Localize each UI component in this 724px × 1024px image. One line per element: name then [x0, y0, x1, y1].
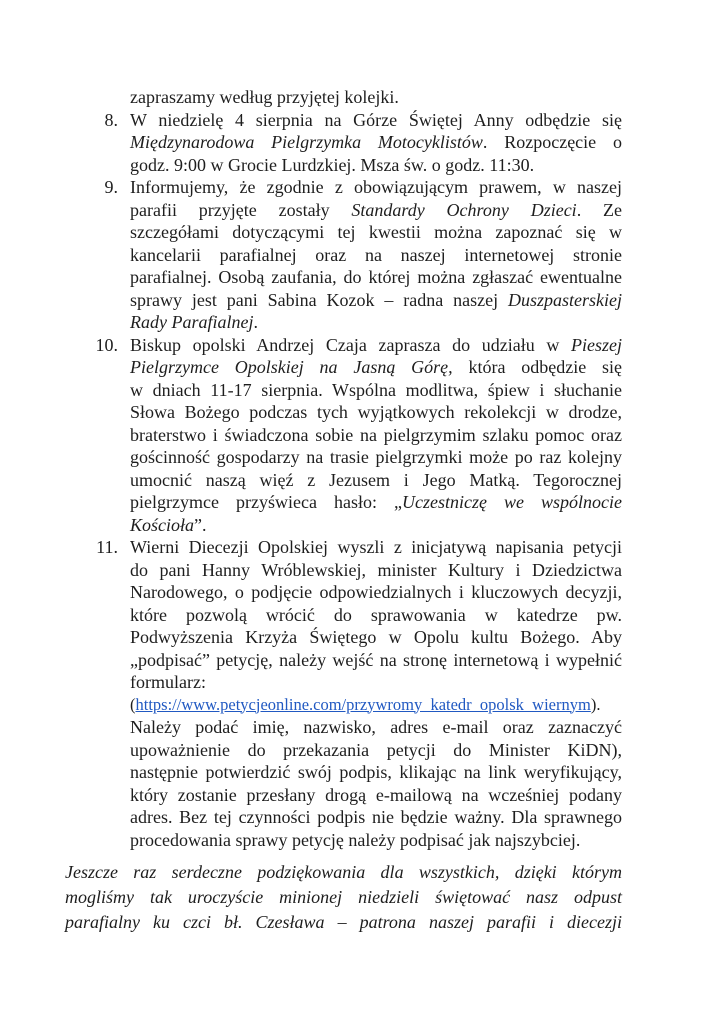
text-line [130, 716, 622, 739]
text-line [130, 581, 622, 604]
text-segment: kancelarii parafialnej oraz na naszej internetowej stronie [130, 244, 622, 265]
text-line [130, 131, 622, 154]
text-line [130, 289, 622, 312]
text-line [130, 334, 622, 357]
text-segment: następnie potwierdzić swój podpis, klikając na link weryfikujący, [130, 762, 622, 782]
text-line [130, 806, 622, 829]
text-segment: . Rozpoczęcie o [482, 132, 622, 152]
text-segment: . [253, 312, 258, 332]
text-line [130, 401, 622, 424]
text-segment: Standardy Ochrony Dzieci [351, 199, 577, 220]
text-segment: w dniach 11-17 sierpnia. Wspólna modlitwa, śpiew i słuchanie [130, 379, 622, 400]
text-segment: które pozwolą wrócić do sprawowania w katedrze pw. [130, 604, 622, 625]
text-line [130, 446, 622, 469]
text-line [65, 885, 622, 910]
text-segment: upoważnienie do przekazania petycji do Minister KiDN), [130, 739, 622, 760]
text-segment: W niedzielę 4 sierpnia na Górze Świętej Anny odbędzie się [130, 109, 622, 130]
text-segment: do pani Hanny Wróblewskiej, minister Kultury i Dziedzictwa [130, 559, 622, 580]
text-line [130, 154, 622, 177]
text-segment: ( [130, 694, 136, 714]
announcement-item-11 [65, 536, 622, 851]
text-segment: procedowania sprawy petycję należy podpisać jak najszybciej. [130, 829, 581, 850]
text-segment: umocnić naszą więź z Jezusem i Jego Matką. Tegorocznej [130, 469, 622, 490]
text-segment: Należy podać imię, nazwisko, adres e-mail oraz zaznaczyć [130, 717, 622, 737]
text-line [130, 221, 622, 244]
document-body [65, 86, 622, 935]
text-line [130, 626, 622, 649]
text-segment: Pieszej [571, 334, 622, 355]
text-line [130, 739, 622, 762]
text-segment: braterstwo i świadczona sobie na pielgrzymim szlaku pomoc oraz [130, 424, 622, 445]
text-line [130, 694, 622, 717]
text-line [130, 649, 622, 672]
list-number: 10. [95, 334, 118, 355]
announcement-item-9 [65, 176, 622, 334]
text-segment: sprawy jest pani Sabina Kozok – radna naszej [130, 289, 508, 310]
text-line [130, 469, 622, 492]
text-segment: parafii przyjęte zostały [130, 199, 352, 220]
text-line [130, 266, 622, 289]
text-segment: pielgrzymce przyświeca hasło: „ [130, 492, 402, 512]
text-line [130, 491, 622, 514]
text-segment: Międzynarodowa Pielgrzymka Motocyklistów [130, 132, 483, 152]
text-line [130, 176, 622, 199]
text-segment: Narodowego, o podjęcie odpowiedzialnych i kluczowych decyzji, [130, 582, 622, 602]
text-segment: parafialny ku czci bł. Czesława – patrona naszej parafii i diecezji [65, 912, 622, 932]
text-segment: ”. [194, 514, 207, 535]
text-segment: parafialnej. Osobą zaufania, do której można zgłaszać ewentualne [130, 267, 622, 287]
text-line [130, 356, 622, 379]
text-line [130, 829, 622, 852]
text-segment: godz. 9:00 w Grocie Lurdzkiej. Msza św. o godz. 11:30. [130, 154, 535, 175]
text-segment: Uczestniczę we wspólnocie [401, 492, 622, 512]
petition-link[interactable]: https://www.petycjeonline.com/przywromy_katedr_opolsk_wiernym [135, 694, 591, 714]
announcement-item-10 [65, 334, 622, 537]
text-segment: Kościoła [130, 514, 195, 535]
text-segment: zapraszamy według przyjętej kolejki. [130, 87, 399, 107]
text-segment: która odbędzie się [452, 357, 623, 377]
text-segment: Duszpasterskiej [508, 289, 622, 310]
list-number: 9. [104, 177, 118, 197]
list-number: 11. [96, 537, 118, 557]
text-segment: Słowa Bożego podczas tych wyjątkowych rekolekcji w drodze, [130, 402, 622, 422]
list-number: 8. [104, 109, 118, 130]
text-line [130, 761, 622, 784]
text-segment: adres. Bez tej czynności podpis nie będzie ważny. Dla sprawnego [130, 807, 622, 827]
text-line [130, 784, 622, 807]
text-segment: szczegółami dotyczącymi tej kwestii można zapoznać się w [130, 222, 622, 242]
text-segment: Pielgrzymce Opolskiej na Jasną Górę, [130, 357, 453, 377]
text-segment: Podwyższenia Krzyża Świętego w Opolu kultu Bożego. Aby [130, 627, 622, 647]
text-line [130, 671, 622, 694]
text-segment: Wierni Diecezji Opolskiej wyszli z inicjatywą napisania petycji [130, 537, 622, 557]
text-line [130, 86, 622, 109]
text-segment: ). [590, 694, 601, 714]
text-line [130, 109, 622, 132]
text-segment: . Ze [576, 199, 622, 220]
text-segment: „podpisać” petycję, należy wejść na stronę internetową i wypełnić [130, 649, 622, 670]
text-segment: Rady Parafialnej [130, 312, 254, 332]
text-line [130, 536, 622, 559]
text-segment: Jeszcze raz serdeczne podziękowania dla wszystkich, dzięki którym [65, 862, 622, 882]
text-line [130, 514, 622, 537]
text-line [130, 244, 622, 267]
text-segment: Biskup opolski Andrzej Czaja zaprasza do udziału w [130, 334, 571, 355]
text-line [130, 559, 622, 582]
text-line [130, 311, 622, 334]
text-line [130, 424, 622, 447]
text-segment: który zostanie przesłany drogą e-mailową na wcześniej podany [130, 784, 622, 805]
closing-thanks-paragraph [65, 860, 622, 935]
text-segment: formularz: [130, 672, 206, 692]
text-line [130, 604, 622, 627]
announcement-item-8 [65, 109, 622, 177]
text-segment: Informujemy, że zgodnie z obowiązującym prawem, w naszej [130, 177, 622, 197]
text-line [65, 910, 622, 935]
text-line [130, 379, 622, 402]
text-line [130, 199, 622, 222]
text-segment: mogliśmy tak uroczyście minionej niedzieli świętować nasz odpust [65, 887, 622, 907]
text-segment: gościnność gospodarzy na trasie pielgrzymki może po raz kolejny [130, 447, 622, 467]
text-line [65, 860, 622, 885]
item-7-continuation [65, 86, 622, 109]
